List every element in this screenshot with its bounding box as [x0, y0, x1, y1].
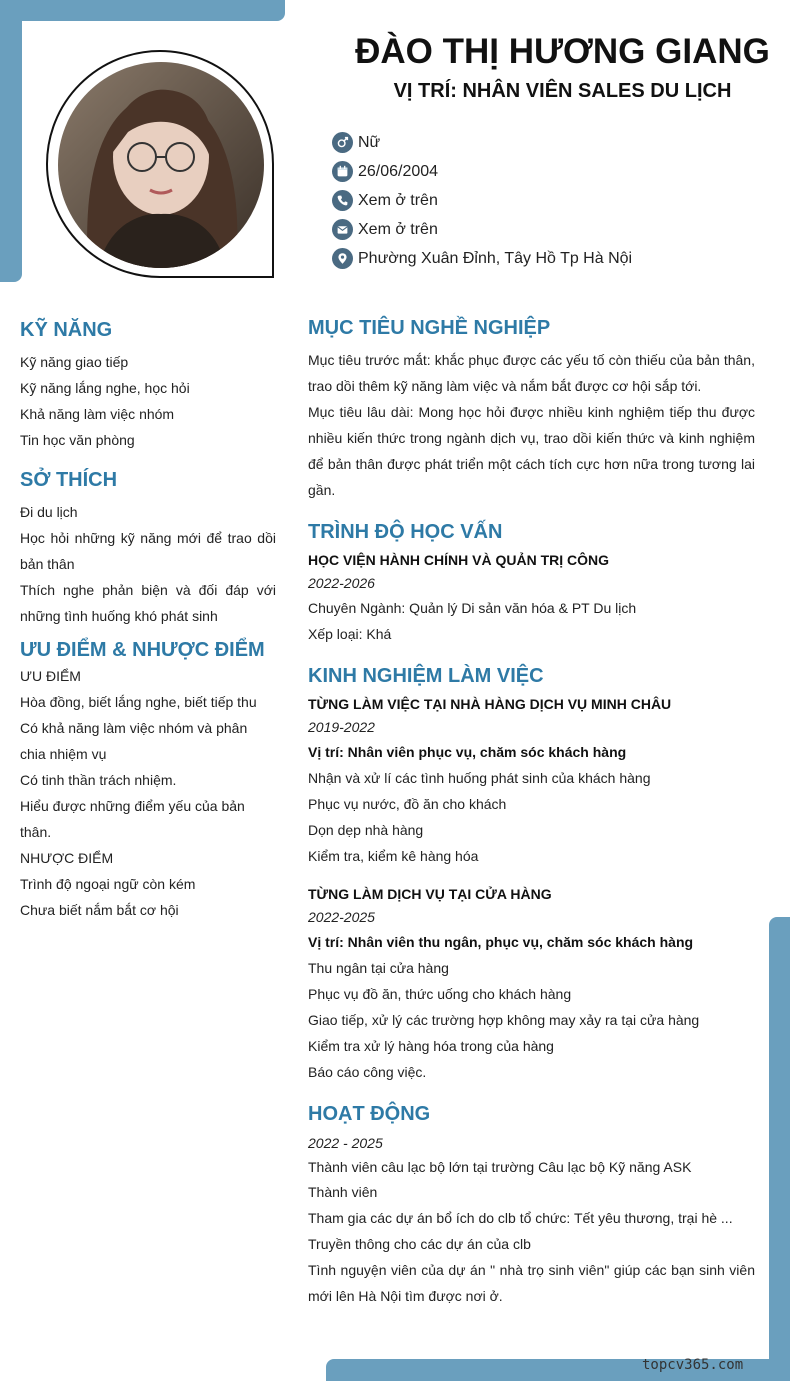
pro-item: Hòa đồng, biết lắng nghe, biết tiếp thu	[20, 694, 257, 710]
job-task: Nhận và xử lí các tình huống phát sinh của khách hàng	[308, 770, 651, 786]
right-column	[308, 315, 755, 1309]
job-task: Kiểm tra, kiểm kê hàng hóa	[308, 848, 479, 864]
job-years: 2022-2025	[308, 909, 375, 925]
hobby-item: Học hỏi những kỹ năng mới để trao dồi bản thân	[20, 530, 276, 572]
con-item: Trình độ ngoại ngữ còn kém	[20, 876, 196, 892]
cons-label: NHƯỢC ĐIỂM	[20, 850, 114, 866]
skill-item: Tin học văn phòng	[20, 432, 135, 448]
email-icon	[332, 219, 353, 240]
job-entry	[308, 883, 755, 1085]
activities-section	[308, 1101, 755, 1309]
activity-item: Tình nguyện viên của dự án " nhà trọ sinh viên" giúp các bạn sinh viên mới lên Hà Nội tìm được nơi ở.	[308, 1262, 755, 1304]
job-years: 2019-2022	[308, 719, 375, 735]
job-task: Báo cáo công việc.	[308, 1064, 427, 1080]
education-major: Chuyên Ngành: Quản lý Di sản văn hóa & PT Du lịch	[308, 600, 637, 616]
email-text: Xem ở trên	[358, 220, 438, 238]
activity-item: Thành viên câu lạc bộ lớn tại trường Câu lạc bộ Kỹ năng ASK	[308, 1159, 692, 1175]
job-entry	[308, 693, 755, 869]
contact-email	[332, 215, 632, 244]
pros-cons-title: ƯU ĐIỂM & NHƯỢC ĐIỂM	[20, 639, 265, 661]
job-company: TỪNG LÀM DỊCH VỤ TẠI CỬA HÀNG	[308, 886, 552, 902]
profile-photo	[58, 62, 264, 268]
pro-item: Có khả năng làm việc nhóm và phân chia nhiệm vụ	[20, 720, 248, 762]
education-section	[308, 519, 755, 647]
pro-item: Có tinh thần trách nhiệm.	[20, 772, 177, 788]
pro-item: Hiểu được những điểm yếu của bản thân.	[20, 798, 245, 840]
job-task: Giao tiếp, xử lý các trường hợp không may xảy ra tại cửa hàng	[308, 1012, 700, 1028]
objective-title: MỤC TIÊU NGHỀ NGHIỆP	[308, 317, 551, 339]
top-decor-bar	[0, 0, 285, 21]
objective-section	[308, 315, 755, 503]
education-years: 2022-2026	[308, 575, 375, 591]
con-item: Chưa biết nắm bắt cơ hội	[20, 902, 179, 918]
address-text: Phường Xuân Đỉnh, Tây Hồ Tp Hà Nội	[358, 249, 633, 267]
job-role: Vị trí: Nhân viên phục vụ, chăm sóc khách hàng	[308, 744, 627, 760]
hobby-item: Đi du lịch	[20, 504, 78, 520]
birthday-text: 26/06/2004	[358, 162, 439, 180]
contact-address	[332, 244, 632, 273]
job-task: Phục vụ nước, đồ ăn cho khách	[308, 796, 507, 812]
objective-short: Mục tiêu trước mắt: khắc phục được các yếu tố còn thiếu của bản thân, trao dồi thêm kỹ năng làm việc và nắm bắt được cơ hội sắp tới.	[308, 352, 755, 394]
contact-info	[332, 128, 632, 273]
pros-label: ƯU ĐIỂM	[20, 668, 81, 684]
candidate-name: ĐÀO THỊ HƯƠNG GIANG	[355, 32, 770, 71]
hobby-item: Thích nghe phản biện và đối đáp với những tình huống khó phát sinh	[20, 582, 276, 624]
calendar-icon	[332, 161, 353, 182]
gender-icon	[332, 132, 353, 153]
contact-birthday	[332, 157, 632, 186]
pros-cons-section	[20, 637, 276, 923]
watermark: topcv365.com	[642, 1357, 744, 1373]
contact-gender	[332, 128, 632, 157]
education-rank: Xếp loại: Khá	[308, 626, 392, 642]
location-icon	[332, 248, 353, 269]
job-task: Dọn dẹp nhà hàng	[308, 822, 424, 838]
skill-item: Kỹ năng lắng nghe, học hỏi	[20, 380, 190, 396]
contact-phone	[332, 186, 632, 215]
job-position: VỊ TRÍ: NHÂN VIÊN SALES DU LỊCH	[393, 80, 732, 102]
skill-item: Khả năng làm việc nhóm	[20, 406, 175, 422]
activity-item: Tham gia các dự án bổ ích do clb tổ chức: Tết yêu thương, trại hè ...	[308, 1210, 733, 1226]
experience-title: KINH NGHIỆM LÀM VIỆC	[308, 665, 544, 687]
education-title: TRÌNH ĐỘ HỌC VẤN	[308, 521, 503, 543]
activity-item: Thành viên	[308, 1184, 378, 1200]
activities-title: HOẠT ĐỘNG	[308, 1103, 431, 1125]
job-company: TỪNG LÀM VIỆC TẠI NHÀ HÀNG DỊCH VỤ MINH CHÂU	[308, 696, 672, 712]
job-task: Kiểm tra xử lý hàng hóa trong của hàng	[308, 1038, 554, 1054]
hobbies-title: SỞ THÍCH	[20, 469, 118, 491]
job-task: Thu ngân tại cửa hàng	[308, 960, 449, 976]
phone-icon	[332, 190, 353, 211]
activity-item: Truyền thông cho các dự án của clb	[308, 1236, 531, 1252]
activities-years: 2022 - 2025	[308, 1135, 383, 1151]
job-task: Phục vụ đồ ăn, thức uống cho khách hàng	[308, 986, 572, 1002]
objective-long: Mục tiêu lâu dài: Mong học hỏi được nhiều kinh nghiệm tiếp thu được nhiều kiến thức trong ngành dịch vụ, trao dồi kiến thức và kinh nghiệm để bản thân được phát triển một cách tích cực hơn nữa trong tương lai gần.	[308, 404, 755, 498]
skills-section	[20, 317, 276, 453]
job-role: Vị trí: Nhân viên thu ngân, phục vụ, chăm sóc khách hàng	[308, 934, 694, 950]
left-column	[20, 317, 276, 923]
left-decor-bar	[0, 0, 22, 282]
school-name: HỌC VIỆN HÀNH CHÍNH VÀ QUẢN TRỊ CÔNG	[308, 552, 610, 568]
hobbies-section	[20, 467, 276, 629]
gender-text: Nữ	[358, 133, 381, 151]
skills-title: KỸ NĂNG	[20, 319, 113, 341]
skill-item: Kỹ năng giao tiếp	[20, 354, 129, 370]
phone-text: Xem ở trên	[358, 191, 438, 209]
right-decor-bar	[769, 917, 790, 1381]
experience-section	[308, 663, 755, 1085]
